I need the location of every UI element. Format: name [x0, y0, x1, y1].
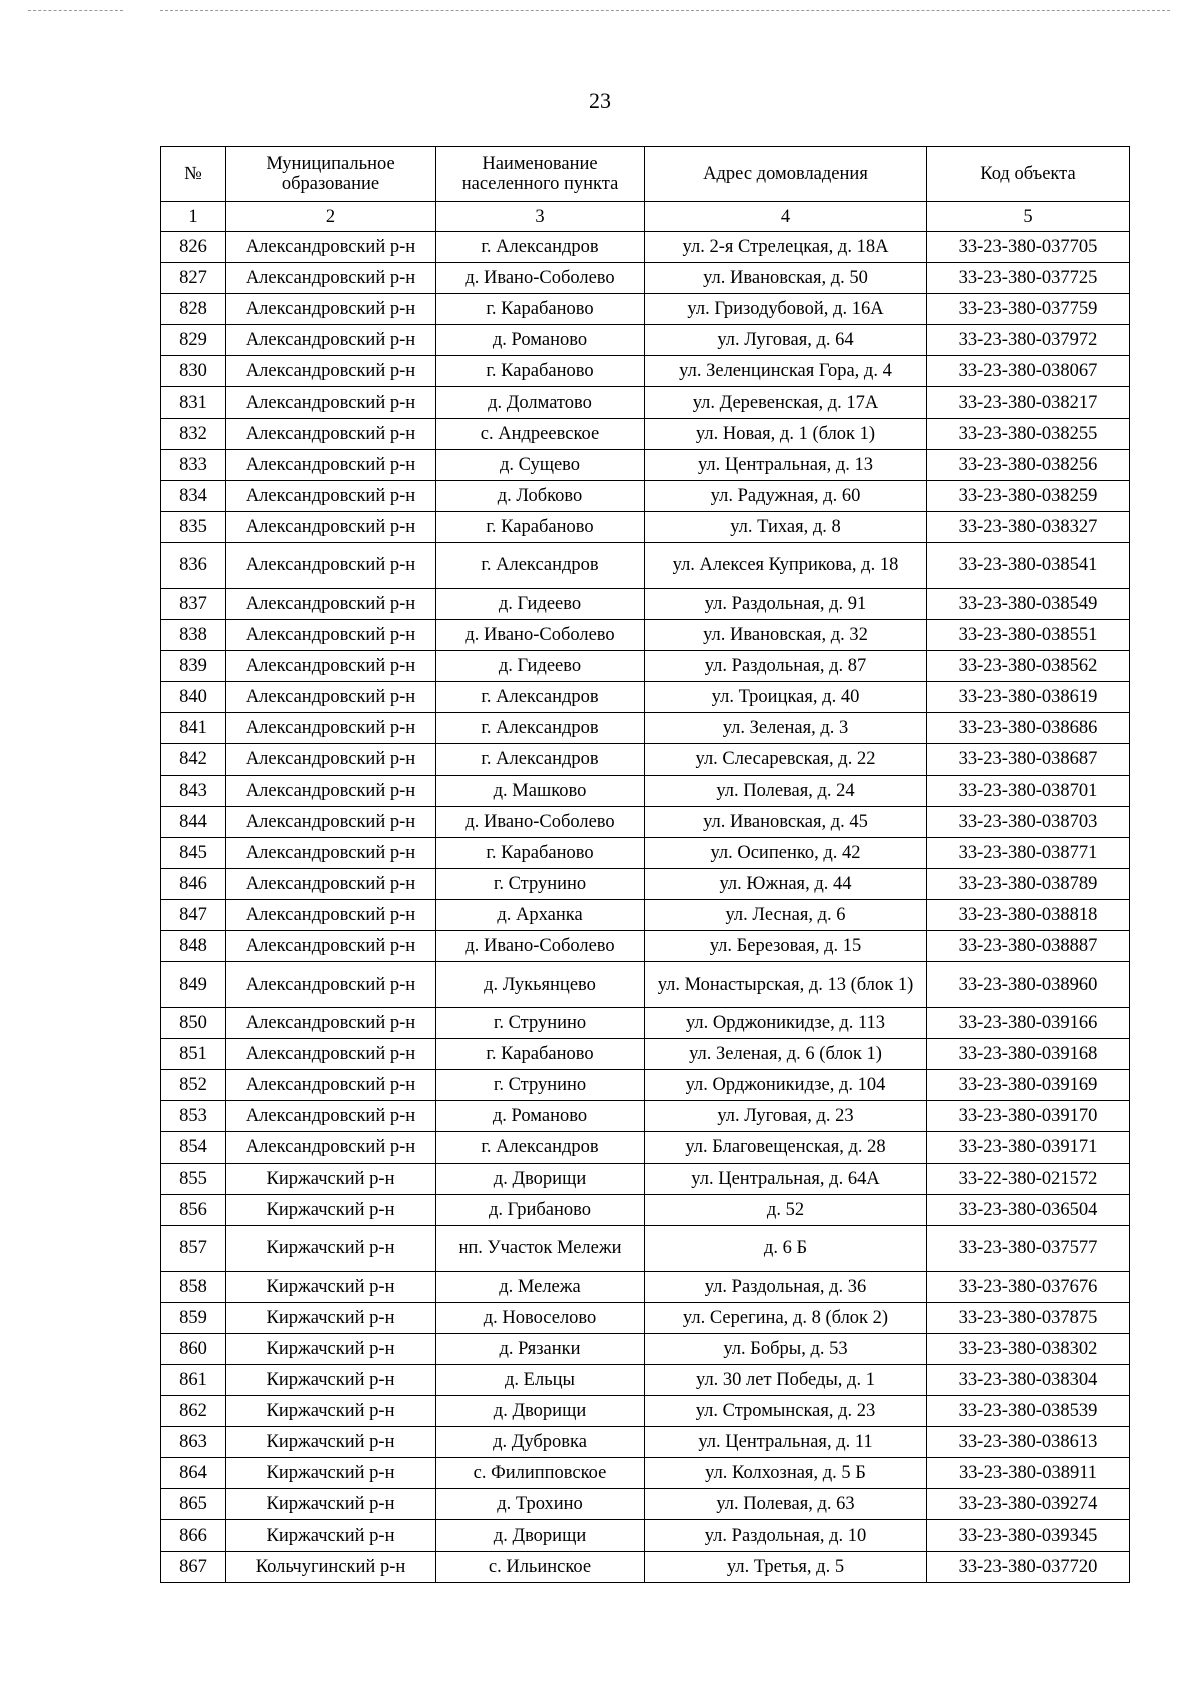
address-cell: д. 52 [645, 1194, 927, 1225]
row-number: 852 [161, 1070, 226, 1101]
column-number: 1 [161, 202, 226, 232]
address-cell: ул. Серегина, д. 8 (блок 2) [645, 1302, 927, 1333]
header-address: Адрес домовладения [645, 147, 927, 202]
municipality-cell: Александровский р-н [226, 837, 436, 868]
table-row [161, 899, 1130, 930]
address-cell: ул. Луговая, д. 64 [645, 325, 927, 356]
table-row [161, 744, 1130, 775]
row-number: 851 [161, 1039, 226, 1070]
object-code-cell: 33-23-380-039345 [927, 1520, 1130, 1551]
settlement-cell: д. Романово [436, 1101, 645, 1132]
settlement-cell: д. Ивано-Соболево [436, 263, 645, 294]
municipality-cell: Александровский р-н [226, 294, 436, 325]
settlement-cell: г. Карабаново [436, 511, 645, 542]
municipality-cell: Александровский р-н [226, 1070, 436, 1101]
municipality-cell: Киржачский р-н [226, 1225, 436, 1271]
table-row [161, 1520, 1130, 1551]
address-cell: ул. Колхозная, д. 5 Б [645, 1458, 927, 1489]
table-row [161, 651, 1130, 682]
header-settlement: Наименование населенного пункта [436, 147, 645, 202]
address-cell: ул. Раздольная, д. 91 [645, 588, 927, 619]
address-cell: ул. Новая, д. 1 (блок 1) [645, 418, 927, 449]
settlement-cell: д. Новоселово [436, 1302, 645, 1333]
municipality-cell: Александровский р-н [226, 713, 436, 744]
settlement-cell: д. Дубровка [436, 1427, 645, 1458]
table-row [161, 806, 1130, 837]
table-row [161, 449, 1130, 480]
object-code-cell: 33-23-380-039274 [927, 1489, 1130, 1520]
row-number: 831 [161, 387, 226, 418]
object-code-cell: 33-23-380-038327 [927, 511, 1130, 542]
object-code-cell: 33-23-380-038619 [927, 682, 1130, 713]
row-number: 848 [161, 930, 226, 961]
row-number: 832 [161, 418, 226, 449]
municipality-cell: Александровский р-н [226, 775, 436, 806]
object-code-cell: 33-23-380-038887 [927, 930, 1130, 961]
settlement-cell: г. Струнино [436, 1070, 645, 1101]
settlement-cell: г. Карабаново [436, 837, 645, 868]
municipality-cell: Кольчугинский р-н [226, 1551, 436, 1582]
object-code-cell: 33-23-380-037725 [927, 263, 1130, 294]
address-cell: ул. Благовещенская, д. 28 [645, 1132, 927, 1163]
row-number: 855 [161, 1163, 226, 1194]
settlement-cell: д. Долматово [436, 387, 645, 418]
object-code-cell: 33-22-380-021572 [927, 1163, 1130, 1194]
object-code-cell: 33-23-380-037875 [927, 1302, 1130, 1333]
municipality-cell: Киржачский р-н [226, 1333, 436, 1364]
table-row [161, 1333, 1130, 1364]
row-number: 833 [161, 449, 226, 480]
object-code-cell: 33-23-380-039171 [927, 1132, 1130, 1163]
address-cell: ул. Ивановская, д. 32 [645, 620, 927, 651]
address-cell: ул. 30 лет Победы, д. 1 [645, 1365, 927, 1396]
row-number: 859 [161, 1302, 226, 1333]
municipality-cell: Александровский р-н [226, 356, 436, 387]
table-row [161, 1551, 1130, 1582]
municipality-cell: Александровский р-н [226, 511, 436, 542]
scan-edge-line [160, 10, 1170, 11]
address-cell: ул. Алексея Куприкова, д. 18 [645, 542, 927, 588]
address-cell: ул. Гризодубовой, д. 16А [645, 294, 927, 325]
address-cell: д. 6 Б [645, 1225, 927, 1271]
settlement-cell: г. Струнино [436, 1008, 645, 1039]
table-row [161, 620, 1130, 651]
column-number: 4 [645, 202, 927, 232]
table-row [161, 868, 1130, 899]
municipality-cell: Киржачский р-н [226, 1365, 436, 1396]
municipality-cell: Киржачский р-н [226, 1396, 436, 1427]
table-row [161, 588, 1130, 619]
table-row [161, 1163, 1130, 1194]
settlement-cell: д. Трохино [436, 1489, 645, 1520]
column-number: 2 [226, 202, 436, 232]
address-cell: ул. Монастырская, д. 13 (блок 1) [645, 962, 927, 1008]
settlement-cell: д. Рязанки [436, 1333, 645, 1364]
municipality-cell: Киржачский р-н [226, 1271, 436, 1302]
table-row [161, 1132, 1130, 1163]
object-code-cell: 33-23-380-038549 [927, 588, 1130, 619]
header-object-code: Код объекта [927, 147, 1130, 202]
municipality-cell: Александровский р-н [226, 651, 436, 682]
settlement-cell: д. Ивано-Соболево [436, 930, 645, 961]
row-number: 858 [161, 1271, 226, 1302]
municipality-cell: Александровский р-н [226, 232, 436, 263]
table-row [161, 1070, 1130, 1101]
municipality-cell: Александровский р-н [226, 806, 436, 837]
municipality-cell: Киржачский р-н [226, 1489, 436, 1520]
municipality-cell: Киржачский р-н [226, 1520, 436, 1551]
municipality-cell: Александровский р-н [226, 620, 436, 651]
municipality-cell: Александровский р-н [226, 1132, 436, 1163]
settlement-cell: д. Романово [436, 325, 645, 356]
address-cell: ул. Тихая, д. 8 [645, 511, 927, 542]
municipality-cell: Александровский р-н [226, 1101, 436, 1132]
settlement-cell: д. Мележа [436, 1271, 645, 1302]
row-number: 847 [161, 899, 226, 930]
settlement-cell: г. Александров [436, 744, 645, 775]
row-number: 835 [161, 511, 226, 542]
object-code-cell: 33-23-380-038771 [927, 837, 1130, 868]
table-row [161, 1427, 1130, 1458]
object-code-cell: 33-23-380-038562 [927, 651, 1130, 682]
object-code-cell: 33-23-380-038911 [927, 1458, 1130, 1489]
municipality-cell: Александровский р-н [226, 868, 436, 899]
header-row [161, 147, 1130, 202]
settlement-cell: г. Александров [436, 232, 645, 263]
settlement-cell: д. Лобково [436, 480, 645, 511]
municipality-cell: Киржачский р-н [226, 1427, 436, 1458]
register-table [160, 146, 1130, 1583]
object-code-cell: 33-23-380-038255 [927, 418, 1130, 449]
table-row [161, 1489, 1130, 1520]
settlement-cell: с. Филипповское [436, 1458, 645, 1489]
table-row [161, 1039, 1130, 1070]
address-cell: ул. Слесаревская, д. 22 [645, 744, 927, 775]
table-row [161, 930, 1130, 961]
object-code-cell: 33-23-380-037676 [927, 1271, 1130, 1302]
settlement-cell: г. Александров [436, 713, 645, 744]
object-code-cell: 33-23-380-038687 [927, 744, 1130, 775]
table-row [161, 713, 1130, 744]
municipality-cell: Киржачский р-н [226, 1458, 436, 1489]
row-number: 866 [161, 1520, 226, 1551]
table-row [161, 1302, 1130, 1333]
address-cell: ул. Зеленцинская Гора, д. 4 [645, 356, 927, 387]
table-row [161, 356, 1130, 387]
object-code-cell: 33-23-380-038217 [927, 387, 1130, 418]
row-number: 860 [161, 1333, 226, 1364]
address-cell: ул. Радужная, д. 60 [645, 480, 927, 511]
row-number: 843 [161, 775, 226, 806]
address-cell: ул. Раздольная, д. 87 [645, 651, 927, 682]
address-cell: ул. Раздольная, д. 36 [645, 1271, 927, 1302]
object-code-cell: 33-23-380-036504 [927, 1194, 1130, 1225]
municipality-cell: Александровский р-н [226, 1039, 436, 1070]
object-code-cell: 33-23-380-038818 [927, 899, 1130, 930]
object-code-cell: 33-23-380-038686 [927, 713, 1130, 744]
row-number: 862 [161, 1396, 226, 1427]
object-code-cell: 33-23-380-039166 [927, 1008, 1130, 1039]
address-cell: ул. Зеленая, д. 3 [645, 713, 927, 744]
settlement-cell: г. Карабаново [436, 294, 645, 325]
table-row [161, 682, 1130, 713]
object-code-cell: 33-23-380-038960 [927, 962, 1130, 1008]
object-code-cell: 33-23-380-038304 [927, 1365, 1130, 1396]
column-number: 3 [436, 202, 645, 232]
row-number: 846 [161, 868, 226, 899]
address-cell: ул. Полевая, д. 63 [645, 1489, 927, 1520]
settlement-cell: д. Дворищи [436, 1520, 645, 1551]
object-code-cell: 33-23-380-038256 [927, 449, 1130, 480]
table-row [161, 1271, 1130, 1302]
object-code-cell: 33-23-380-037720 [927, 1551, 1130, 1582]
municipality-cell: Александровский р-н [226, 325, 436, 356]
address-cell: ул. Орджоникидзе, д. 104 [645, 1070, 927, 1101]
object-code-cell: 33-23-380-037577 [927, 1225, 1130, 1271]
row-number: 829 [161, 325, 226, 356]
municipality-cell: Александровский р-н [226, 682, 436, 713]
municipality-cell: Александровский р-н [226, 744, 436, 775]
address-cell: ул. Раздольная, д. 10 [645, 1520, 927, 1551]
object-code-cell: 33-23-380-038701 [927, 775, 1130, 806]
object-code-cell: 33-23-380-038259 [927, 480, 1130, 511]
page-number: 23 [589, 88, 611, 113]
address-cell: ул. 2-я Стрелецкая, д. 18А [645, 232, 927, 263]
scan-edge-line-left [28, 10, 123, 11]
table-row [161, 1194, 1130, 1225]
settlement-cell: г. Александров [436, 1132, 645, 1163]
municipality-cell: Александровский р-н [226, 480, 436, 511]
municipality-cell: Киржачский р-н [226, 1194, 436, 1225]
table-row [161, 775, 1130, 806]
table-row [161, 418, 1130, 449]
table-row [161, 962, 1130, 1008]
address-cell: ул. Ивановская, д. 50 [645, 263, 927, 294]
table-body [161, 232, 1130, 1583]
row-number: 842 [161, 744, 226, 775]
row-number: 828 [161, 294, 226, 325]
row-number: 838 [161, 620, 226, 651]
address-cell: ул. Центральная, д. 11 [645, 1427, 927, 1458]
address-cell: ул. Троицкая, д. 40 [645, 682, 927, 713]
row-number: 850 [161, 1008, 226, 1039]
settlement-cell: д. Дворищи [436, 1396, 645, 1427]
settlement-cell: д. Ивано-Соболево [436, 620, 645, 651]
object-code-cell: 33-23-380-039170 [927, 1101, 1130, 1132]
table-row [161, 294, 1130, 325]
row-number: 854 [161, 1132, 226, 1163]
table-row [161, 1008, 1130, 1039]
table-row [161, 325, 1130, 356]
settlement-cell: д. Дворищи [436, 1163, 645, 1194]
address-cell: ул. Стромынская, д. 23 [645, 1396, 927, 1427]
row-number: 841 [161, 713, 226, 744]
address-cell: ул. Зеленая, д. 6 (блок 1) [645, 1039, 927, 1070]
row-number: 867 [161, 1551, 226, 1582]
settlement-cell: д. Ельцы [436, 1365, 645, 1396]
settlement-cell: д. Гидеево [436, 588, 645, 619]
object-code-cell: 33-23-380-038067 [927, 356, 1130, 387]
municipality-cell: Александровский р-н [226, 962, 436, 1008]
address-cell: ул. Ивановская, д. 45 [645, 806, 927, 837]
row-number: 834 [161, 480, 226, 511]
settlement-cell: д. Арханка [436, 899, 645, 930]
row-number: 837 [161, 588, 226, 619]
table-row [161, 542, 1130, 588]
row-number: 864 [161, 1458, 226, 1489]
row-number: 863 [161, 1427, 226, 1458]
table-row [161, 837, 1130, 868]
settlement-cell: д. Ивано-Соболево [436, 806, 645, 837]
address-cell: ул. Центральная, д. 64А [645, 1163, 927, 1194]
address-cell: ул. Луговая, д. 23 [645, 1101, 927, 1132]
object-code-cell: 33-23-380-039168 [927, 1039, 1130, 1070]
row-number: 857 [161, 1225, 226, 1271]
table-row [161, 1225, 1130, 1271]
settlement-cell: д. Лукьянцево [436, 962, 645, 1008]
object-code-cell: 33-23-380-038302 [927, 1333, 1130, 1364]
object-code-cell: 33-23-380-038541 [927, 542, 1130, 588]
municipality-cell: Киржачский р-н [226, 1302, 436, 1333]
table-row [161, 480, 1130, 511]
row-number: 827 [161, 263, 226, 294]
object-code-cell: 33-23-380-038613 [927, 1427, 1130, 1458]
address-cell: ул. Лесная, д. 6 [645, 899, 927, 930]
table-row [161, 1101, 1130, 1132]
municipality-cell: Киржачский р-н [226, 1163, 436, 1194]
table-row [161, 263, 1130, 294]
address-cell: ул. Орджоникидзе, д. 113 [645, 1008, 927, 1039]
municipality-cell: Александровский р-н [226, 387, 436, 418]
municipality-cell: Александровский р-н [226, 588, 436, 619]
municipality-cell: Александровский р-н [226, 449, 436, 480]
object-code-cell: 33-23-380-038789 [927, 868, 1130, 899]
column-number-row [161, 202, 1130, 232]
address-cell: ул. Деревенская, д. 17А [645, 387, 927, 418]
header-municipality: Муниципальное образование [226, 147, 436, 202]
settlement-cell: г. Александров [436, 542, 645, 588]
row-number: 853 [161, 1101, 226, 1132]
address-cell: ул. Южная, д. 44 [645, 868, 927, 899]
municipality-cell: Александровский р-н [226, 263, 436, 294]
row-number: 865 [161, 1489, 226, 1520]
settlement-cell: с. Андреевское [436, 418, 645, 449]
table-row [161, 1458, 1130, 1489]
table-row [161, 1396, 1130, 1427]
object-code-cell: 33-23-380-037972 [927, 325, 1130, 356]
settlement-cell: д. Машково [436, 775, 645, 806]
table-row [161, 511, 1130, 542]
row-number: 849 [161, 962, 226, 1008]
object-code-cell: 33-23-380-038703 [927, 806, 1130, 837]
settlement-cell: д. Грибаново [436, 1194, 645, 1225]
row-number: 836 [161, 542, 226, 588]
address-cell: ул. Осипенко, д. 42 [645, 837, 927, 868]
row-number: 861 [161, 1365, 226, 1396]
row-number: 826 [161, 232, 226, 263]
settlement-cell: с. Ильинское [436, 1551, 645, 1582]
municipality-cell: Александровский р-н [226, 930, 436, 961]
settlement-cell: д. Гидеево [436, 651, 645, 682]
address-cell: ул. Березовая, д. 15 [645, 930, 927, 961]
settlement-cell: г. Струнино [436, 868, 645, 899]
settlement-cell: г. Александров [436, 682, 645, 713]
municipality-cell: Александровский р-н [226, 542, 436, 588]
settlement-cell: д. Сущево [436, 449, 645, 480]
settlement-cell: г. Карабаново [436, 1039, 645, 1070]
table-row [161, 232, 1130, 263]
object-code-cell: 33-23-380-039169 [927, 1070, 1130, 1101]
row-number: 844 [161, 806, 226, 837]
row-number: 840 [161, 682, 226, 713]
object-code-cell: 33-23-380-037705 [927, 232, 1130, 263]
header-number: № [161, 147, 226, 202]
municipality-cell: Александровский р-н [226, 899, 436, 930]
address-cell: ул. Полевая, д. 24 [645, 775, 927, 806]
address-cell: ул. Центральная, д. 13 [645, 449, 927, 480]
municipality-cell: Александровский р-н [226, 1008, 436, 1039]
object-code-cell: 33-23-380-037759 [927, 294, 1130, 325]
object-code-cell: 33-23-380-038539 [927, 1396, 1130, 1427]
settlement-cell: нп. Участок Мележи [436, 1225, 645, 1271]
object-code-cell: 33-23-380-038551 [927, 620, 1130, 651]
table-row [161, 1365, 1130, 1396]
table-row [161, 387, 1130, 418]
row-number: 845 [161, 837, 226, 868]
row-number: 839 [161, 651, 226, 682]
column-number: 5 [927, 202, 1130, 232]
address-cell: ул. Третья, д. 5 [645, 1551, 927, 1582]
municipality-cell: Александровский р-н [226, 418, 436, 449]
row-number: 830 [161, 356, 226, 387]
row-number: 856 [161, 1194, 226, 1225]
settlement-cell: г. Карабаново [436, 356, 645, 387]
address-cell: ул. Бобры, д. 53 [645, 1333, 927, 1364]
